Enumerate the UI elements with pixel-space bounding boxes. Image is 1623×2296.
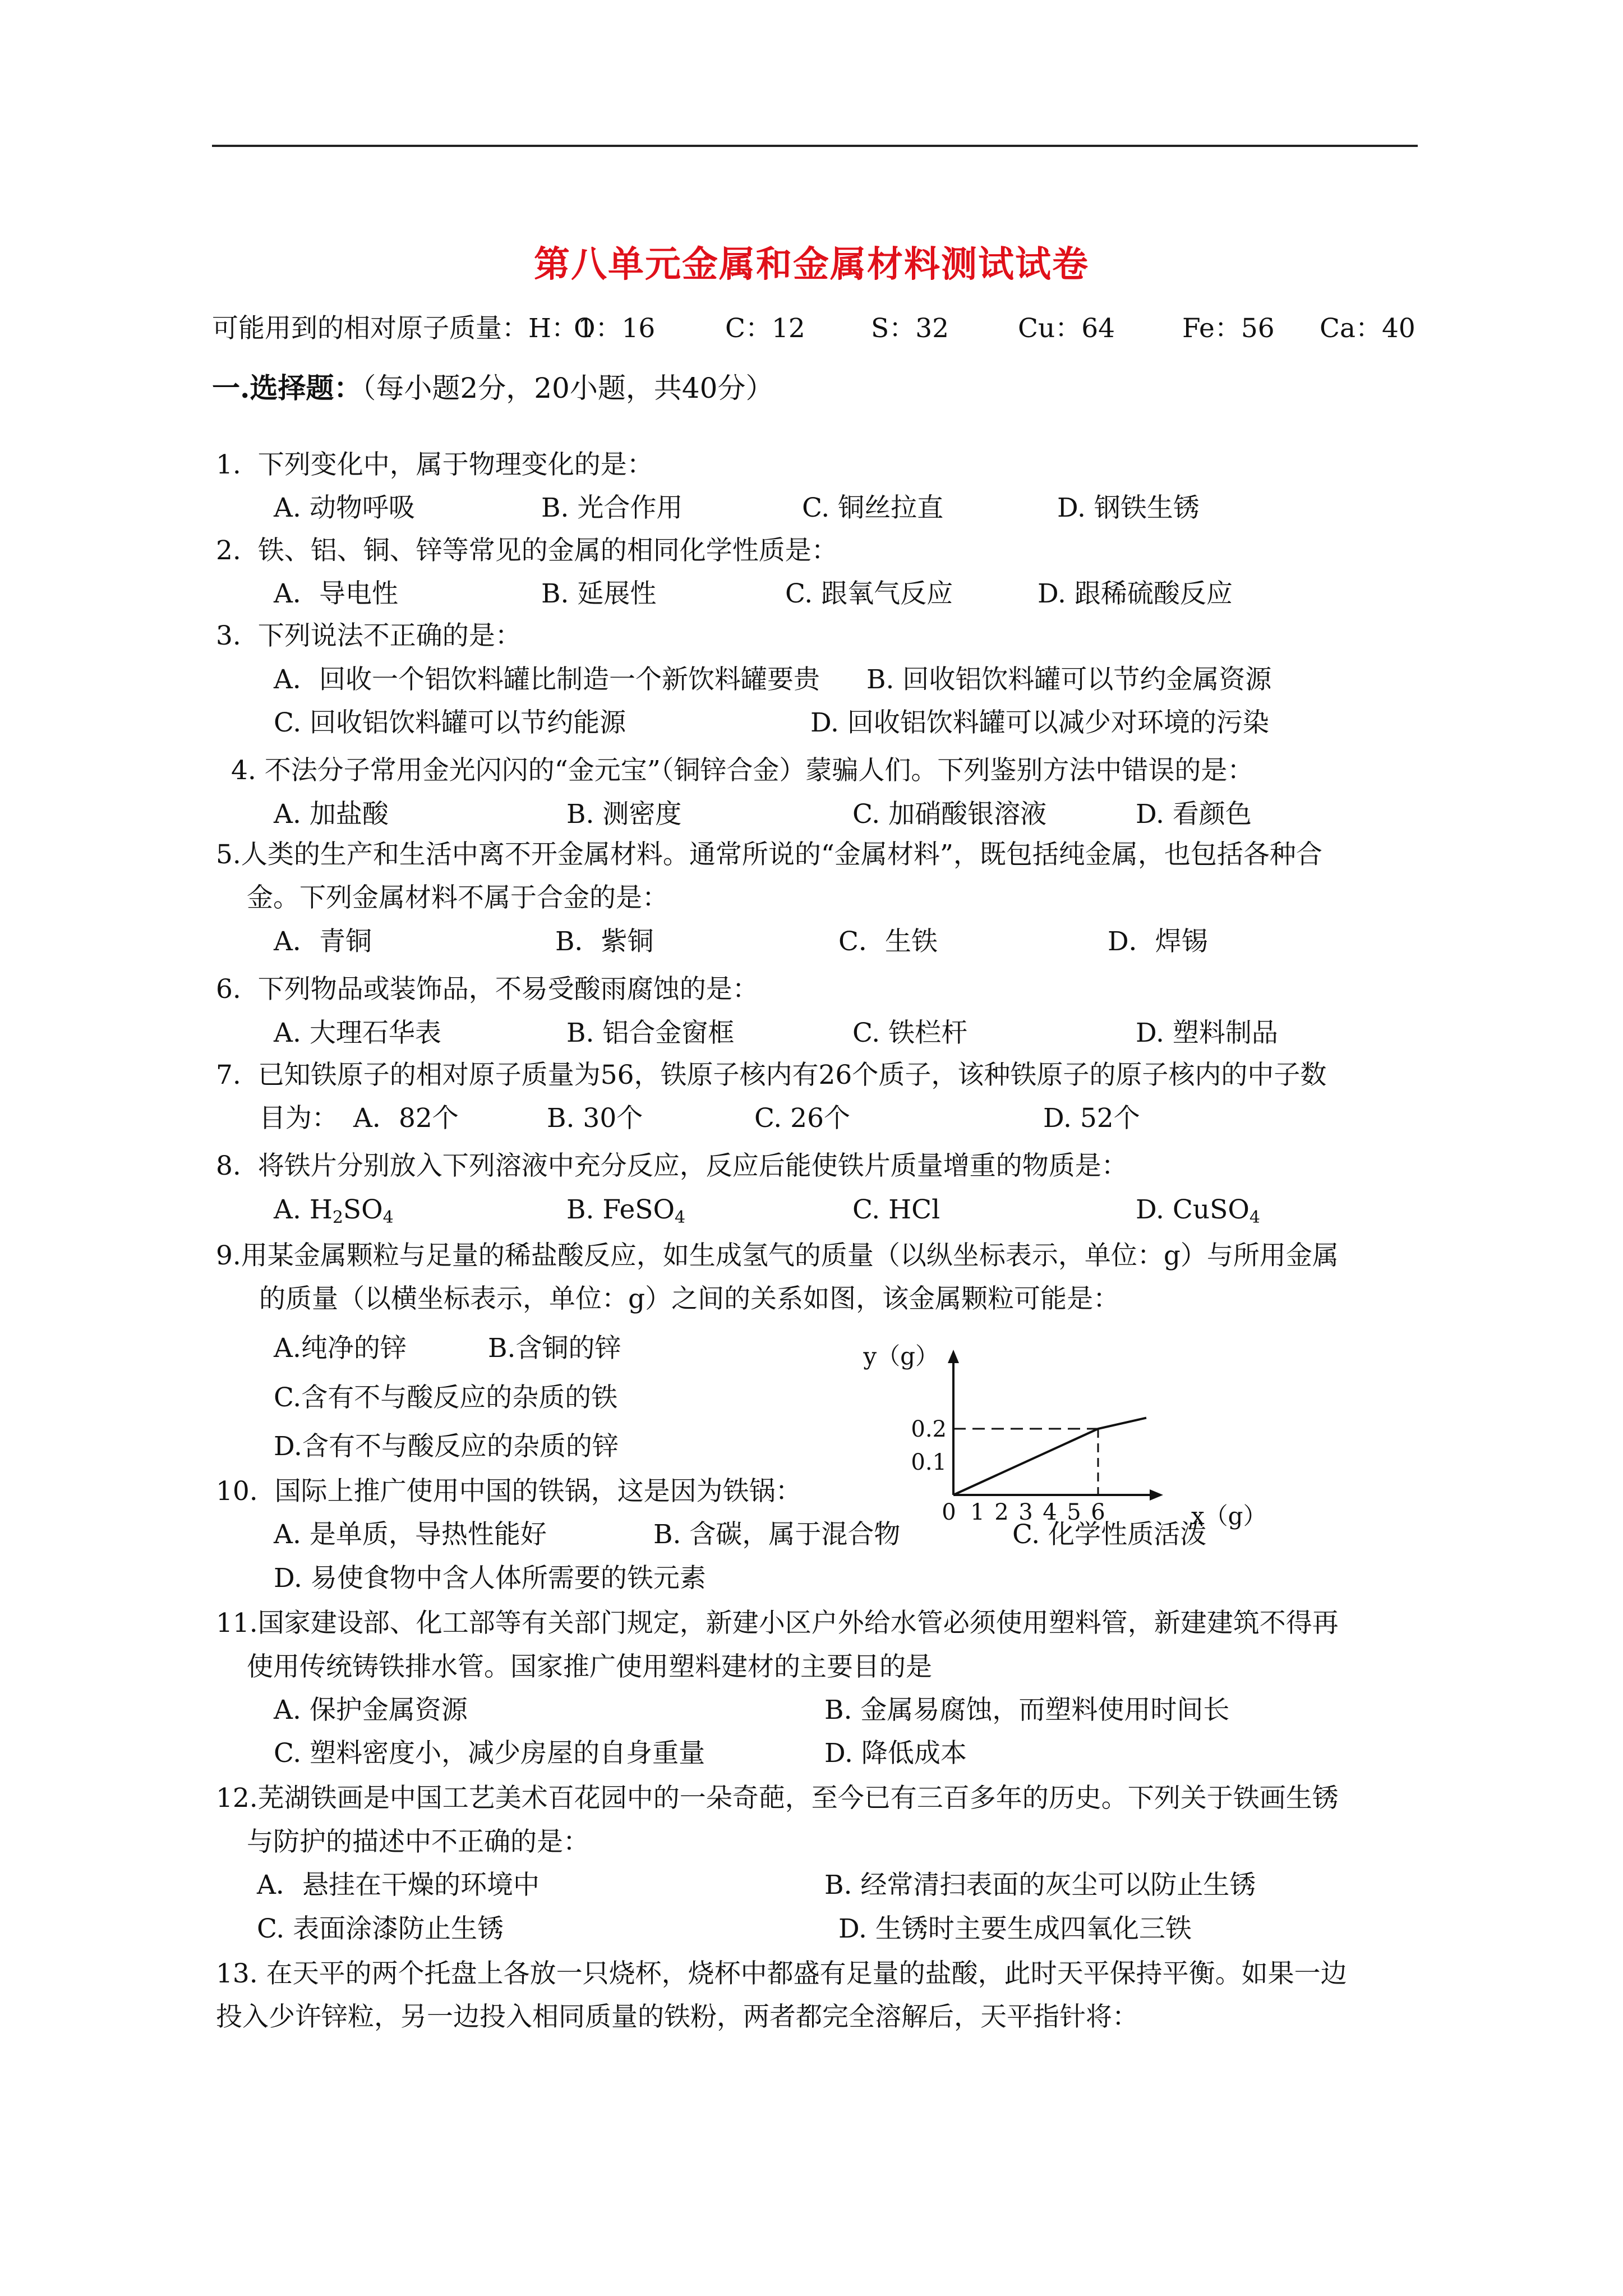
q6-option-a: A. 大理石华表 <box>274 1018 441 1048</box>
x-axis-arrow <box>1150 1489 1163 1501</box>
q9-option-b: B.含铜的锌 <box>488 1333 621 1364</box>
q11-stem-line2: 使用传统铸铁排水管。国家推广使用塑料建材的主要目的是 <box>247 1651 932 1682</box>
atomic-mass-o: O：16 <box>574 313 656 344</box>
q11-option-a: A. 保护金属资源 <box>274 1695 468 1726</box>
q2-stem: 2. 铁、铝、铜、锌等常见的金属的相同化学性质是： <box>216 535 838 566</box>
x-tick-label: 3 <box>1018 1499 1033 1525</box>
q7-option-d: D. 52个 <box>1043 1103 1140 1134</box>
q5-option-b: B．紫铜 <box>555 926 654 957</box>
q8-option-a: A. $H_2SO_4$ <box>274 1194 394 1227</box>
q6-option-d: D. 塑料制品 <box>1136 1018 1278 1048</box>
q3-option-a: A．回收一个铝饮料罐比制造一个新饮料罐要贵 <box>274 664 820 695</box>
y-tick-label: 0.2 <box>911 1416 947 1442</box>
atomic-mass-intro: 可能用到的相对原子质量：H：1 <box>212 313 594 344</box>
q11-option-b: B. 金属易腐蚀，而塑料使用时间长 <box>824 1695 1230 1726</box>
q9-graph <box>863 1342 1312 1537</box>
q4-option-a: A. 加盐酸 <box>274 799 389 830</box>
q11-stem-line1: 11.国家建设部、化工部等有关部门规定，新建小区户外给水管必须使用塑料管，新建建筑不得再 <box>216 1608 1339 1639</box>
q3-option-b: B. 回收铝饮料罐可以节约金属资源 <box>866 664 1272 695</box>
y-axis-arrow <box>948 1350 959 1363</box>
q8-option-b: B. FeSO$_4$ <box>566 1194 686 1227</box>
q7-option-a: A．82个 <box>353 1103 459 1134</box>
q10-stem: 10. 国际上推广使用中国的铁锅，这是因为铁锅： <box>216 1476 802 1507</box>
q5-stem-line1: 5.人类的生产和生活中离不开金属材料。通常所说的“金属材料”，既包括纯金属，也包括各种合 <box>216 839 1322 870</box>
q4-option-d: D. 看颜色 <box>1136 799 1252 830</box>
q6-option-c: C. 铁栏杆 <box>852 1018 968 1048</box>
q3-option-c: C. 回收铝饮料罐可以节约能源 <box>274 707 626 738</box>
q1-stem: 1. 下列变化中，属于物理变化的是： <box>216 449 653 480</box>
atomic-mass-ca: Ca：40 <box>1320 313 1415 344</box>
q6-stem: 6. 下列物品或装饰品，不易受酸雨腐蚀的是： <box>216 974 759 1005</box>
q9-stem-line2: 的质量（以横坐标表示，单位：g）之间的关系如图，该金属颗粒可能是： <box>259 1283 1120 1314</box>
q1-option-a: A. 动物呼吸 <box>274 493 415 523</box>
header-rule <box>212 145 1418 147</box>
q1-option-d: D. 钢铁生锈 <box>1057 493 1200 523</box>
q7-stem-line2: 目为： <box>259 1103 338 1134</box>
q13-stem-line2: 投入少许锌粒，另一边投入相同质量的铁粉，两者都完全溶解后，天平指针将： <box>216 2001 1138 2032</box>
q1-option-c: C. 铜丝拉直 <box>802 493 944 523</box>
q12-option-a: A．悬挂在干燥的环境中 <box>257 1870 540 1901</box>
x-tick-label: 0 <box>942 1499 956 1525</box>
q3-option-d: D. 回收铝饮料罐可以减少对环境的污染 <box>810 707 1269 738</box>
atomic-mass-fe: Fe：56 <box>1182 313 1275 344</box>
q2-option-d: D. 跟稀硫酸反应 <box>1038 578 1233 609</box>
q5-stem-line2: 金。下列金属材料不属于合金的是： <box>247 882 668 913</box>
q1-option-b: B. 光合作用 <box>541 493 683 523</box>
y-tick-label: 0.1 <box>911 1450 947 1475</box>
q11-option-c: C. 塑料密度小，减少房屋的自身重量 <box>274 1738 706 1769</box>
section-note: （每小题2分，20小题，共40分） <box>362 372 774 404</box>
q10-option-a: A. 是单质，导热性能好 <box>274 1519 547 1550</box>
q8-stem: 8. 将铁片分别放入下列溶液中充分反应，反应后能使铁片质量增重的物质是： <box>216 1151 1128 1181</box>
x-tick-label: 2 <box>994 1499 1009 1525</box>
x-tick-label: 6 <box>1091 1499 1105 1525</box>
q2-option-b: B. 延展性 <box>541 578 657 609</box>
q6-option-b: B. 铝合金窗框 <box>566 1018 735 1048</box>
q7-option-c: C. 26个 <box>754 1103 850 1134</box>
q3-stem: 3. 下列说法不正确的是： <box>216 620 522 651</box>
q9-option-d: D.含有不与酸反应的杂质的锌 <box>274 1431 619 1462</box>
q9-stem-line1: 9.用某金属颗粒与足量的稀盐酸反应，如生成氢气的质量（以纵坐标表示，单位：g）与所用金属 <box>216 1240 1339 1271</box>
q7-option-b: B. 30个 <box>547 1103 643 1134</box>
q2-option-c: C. 跟氧气反应 <box>785 578 953 609</box>
q10-option-b: B. 含碳，属于混合物 <box>653 1519 901 1550</box>
q11-option-d: D. 降低成本 <box>824 1738 967 1769</box>
atomic-mass-s: S：32 <box>871 313 949 344</box>
x-tick-label: 5 <box>1067 1499 1081 1525</box>
q9-option-c: C.含有不与酸反应的杂质的铁 <box>274 1382 618 1413</box>
q8-option-d: D. CuSO$_4$ <box>1136 1194 1260 1227</box>
y-axis-label: y（g） <box>863 1342 939 1370</box>
q12-stem-line1: 12.芜湖铁画是中国工艺美术百花园中的一朵奇葩，至今已有三百多年的历史。下列关于铁画生锈 <box>216 1783 1339 1814</box>
graph-axes <box>948 1350 1163 1501</box>
q4-option-b: B. 测密度 <box>566 799 682 830</box>
q12-option-c: C. 表面涂漆防止生锈 <box>257 1913 504 1944</box>
atomic-mass-cu: Cu：64 <box>1018 313 1115 344</box>
q10-option-c: C. 化学性质活泼 <box>1012 1519 1207 1550</box>
q4-option-c: C. 加硝酸银溶液 <box>852 799 1047 830</box>
q7-stem-line1: 7. 已知铁原子的相对原子质量为56，铁原子核内有26个质子，该种铁原子的原子核内的中子数 <box>216 1060 1327 1091</box>
q12-option-d: D. 生锈时主要生成四氧化三铁 <box>838 1913 1192 1944</box>
q5-option-a: A．青铜 <box>274 926 372 957</box>
q4-stem: 4. 不法分子常用金光闪闪的“金元宝”（铜锌合金）蒙骗人们。下列鉴别方法中错误的是： <box>231 755 1254 786</box>
x-axis-label: x（g） <box>1191 1502 1267 1530</box>
page-title: 第八单元金属和金属材料测试试卷 <box>534 243 1089 286</box>
q8-option-c: C. HCl <box>852 1194 940 1225</box>
atomic-mass-c: C：12 <box>725 313 805 344</box>
section-title: 一.选择题： <box>212 371 362 404</box>
q9-option-a: A.纯净的锌 <box>274 1333 407 1364</box>
q2-option-a: A．导电性 <box>274 578 398 609</box>
q13-stem-line1: 13. 在天平的两个托盘上各放一只烧杯，烧杯中都盛有足量的盐酸，此时天平保持平衡。如果一边 <box>216 1958 1347 1989</box>
q5-option-c: C．生铁 <box>838 926 938 957</box>
q12-option-b: B. 经常清扫表面的灰尘可以防止生锈 <box>824 1870 1256 1901</box>
section-heading <box>212 366 773 406</box>
q12-stem-line2: 与防护的描述中不正确的是： <box>247 1826 589 1857</box>
x-tick-label: 1 <box>970 1499 985 1525</box>
x-tick-label: 4 <box>1043 1499 1057 1525</box>
q10-option-d: D. 易使食物中含人体所需要的铁元素 <box>274 1563 706 1594</box>
q5-option-d: D．焊锡 <box>1108 926 1208 957</box>
